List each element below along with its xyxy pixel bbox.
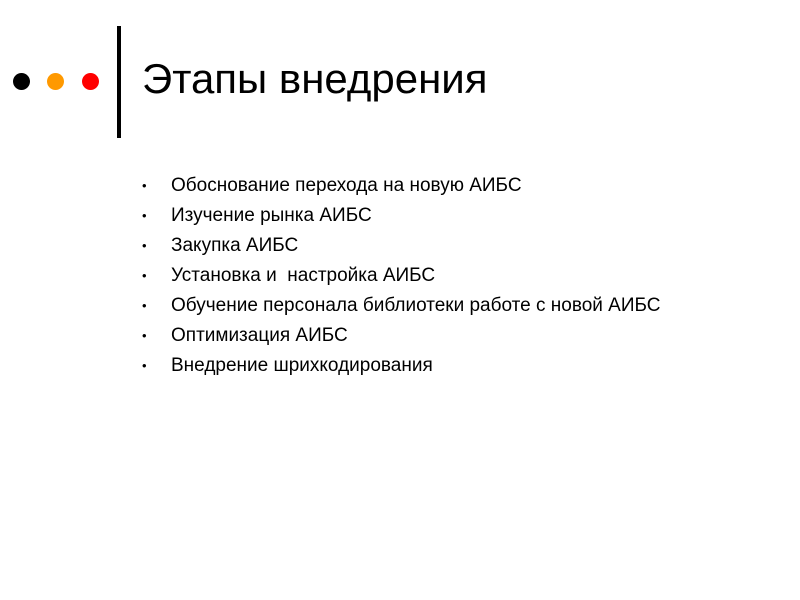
bullet-text: Установка и настройка АИБС bbox=[171, 265, 436, 286]
bullet-text: Внедрение шрихкодирования bbox=[171, 355, 433, 376]
bullet-item bbox=[142, 264, 702, 288]
slide-title: Этапы внедрения bbox=[142, 55, 488, 102]
bullet-icon: • bbox=[142, 298, 147, 313]
bullet-item bbox=[142, 234, 702, 258]
bullet-icon: • bbox=[142, 328, 147, 343]
bullet-text: Обучение персонала библиотеки работе с новой АИБС bbox=[171, 295, 661, 316]
red-dot-icon bbox=[82, 73, 99, 90]
bullet-item bbox=[142, 324, 702, 348]
bullet-icon: • bbox=[142, 178, 147, 193]
black-dot-icon bbox=[13, 73, 30, 90]
orange-dot-icon bbox=[47, 73, 64, 90]
bullet-list bbox=[142, 174, 702, 384]
bullet-icon: • bbox=[142, 238, 147, 253]
vertical-divider bbox=[117, 26, 121, 138]
bullet-icon: • bbox=[142, 208, 147, 223]
bullet-text: Изучение рынка АИБС bbox=[171, 205, 372, 226]
bullet-text: Обоснование перехода на новую АИБС bbox=[171, 175, 522, 196]
bullet-item bbox=[142, 174, 702, 198]
bullet-item bbox=[142, 354, 702, 378]
bullet-text: Оптимизация АИБС bbox=[171, 325, 348, 346]
bullet-text: Закупка АИБС bbox=[171, 235, 299, 256]
bullet-item bbox=[142, 204, 702, 228]
bullet-item bbox=[142, 294, 702, 318]
bullet-icon: • bbox=[142, 268, 147, 283]
bullet-icon: • bbox=[142, 358, 147, 373]
